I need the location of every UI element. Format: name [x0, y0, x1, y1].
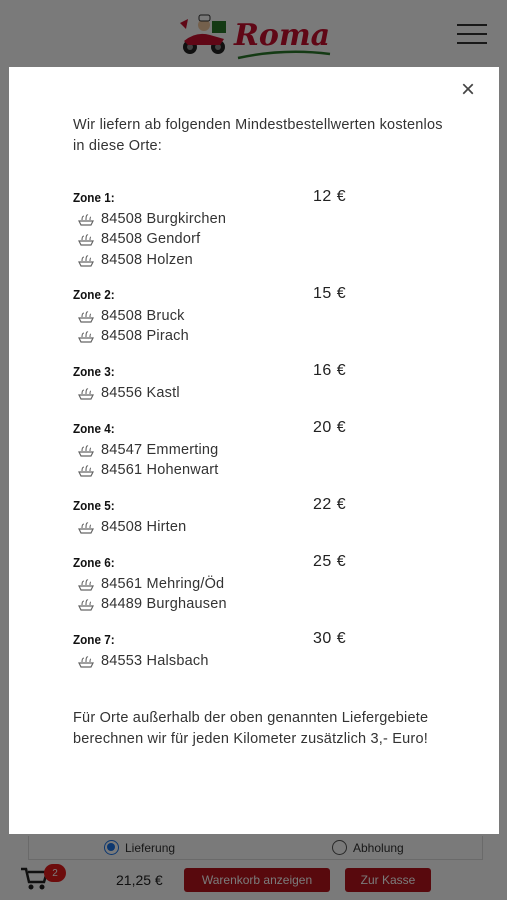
close-icon[interactable]: ×: [460, 76, 475, 103]
pizza-icon: [77, 212, 95, 226]
place-label: 84556 Kastl: [101, 385, 180, 402]
pizza-icon: [77, 443, 95, 457]
zone-1: [73, 187, 373, 284]
place-label: 84508 Burgkirchen: [101, 211, 227, 228]
zone-7: [73, 629, 373, 686]
list-item: [73, 326, 373, 346]
pizza-icon: [77, 597, 95, 611]
zone-price: 20 €: [313, 419, 347, 436]
pizza-icon: [77, 520, 95, 534]
list-item: [73, 460, 373, 480]
place-label: 84508 Bruck: [101, 308, 185, 325]
pizza-icon: [77, 253, 95, 267]
list-item: [73, 651, 373, 671]
zone-title: Zone 6:: [73, 555, 115, 570]
place-label: 84561 Hohenwart: [101, 462, 219, 479]
list-item: [73, 440, 373, 460]
pizza-icon: [77, 386, 95, 400]
place-label: 84547 Emmerting: [101, 442, 219, 459]
zone-6: [73, 552, 373, 629]
list-item: [73, 250, 373, 270]
modal-intro-text: Wir liefern ab folgenden Mindestbestellwerten kostenlos in diese Orte:: [73, 117, 443, 154]
place-label: 84561 Mehring/Öd: [101, 576, 225, 593]
pizza-icon: [77, 463, 95, 477]
zone-price: 22 €: [313, 496, 347, 513]
zone-2: [73, 284, 373, 361]
zone-3: [73, 361, 373, 418]
pizza-icon: [77, 232, 95, 246]
zone-price: 15 €: [313, 285, 347, 302]
zone-5: [73, 495, 373, 552]
modal-outro-text: Für Orte außerhalb der oben genannten Liefergebiete berechnen wir für jeden Kilometer zusätzlich 3,- Euro!: [73, 710, 429, 747]
zone-price: 25 €: [313, 553, 347, 570]
list-item: [73, 383, 373, 403]
zone-price: 30 €: [313, 630, 347, 647]
zone-title: Zone 2:: [73, 287, 115, 302]
list-item: [73, 229, 373, 249]
zone-title: Zone 5:: [73, 498, 115, 513]
pizza-icon: [77, 309, 95, 323]
zone-4: [73, 418, 373, 495]
list-item: [73, 209, 373, 229]
place-label: 84489 Burghausen: [101, 596, 227, 613]
zone-title: Zone 4:: [73, 421, 115, 436]
zone-title: Zone 1:: [73, 190, 115, 205]
pizza-icon: [77, 329, 95, 343]
zone-title: Zone 3:: [73, 364, 115, 379]
place-label: 84508 Gendorf: [101, 231, 201, 248]
list-item: [73, 306, 373, 326]
list-item: [73, 517, 373, 537]
place-label: 84508 Holzen: [101, 251, 193, 268]
place-label: 84508 Pirach: [101, 328, 189, 345]
delivery-zones-modal: [9, 67, 499, 834]
place-label: 84508 Hirten: [101, 519, 187, 536]
zone-price: 16 €: [313, 362, 347, 379]
zones-list: [73, 187, 373, 686]
zone-title: Zone 7:: [73, 632, 115, 647]
pizza-icon: [77, 577, 95, 591]
zone-price: 12 €: [313, 188, 347, 205]
place-label: 84553 Halsbach: [101, 653, 209, 670]
list-item: [73, 594, 373, 614]
pizza-icon: [77, 654, 95, 668]
list-item: [73, 574, 373, 594]
